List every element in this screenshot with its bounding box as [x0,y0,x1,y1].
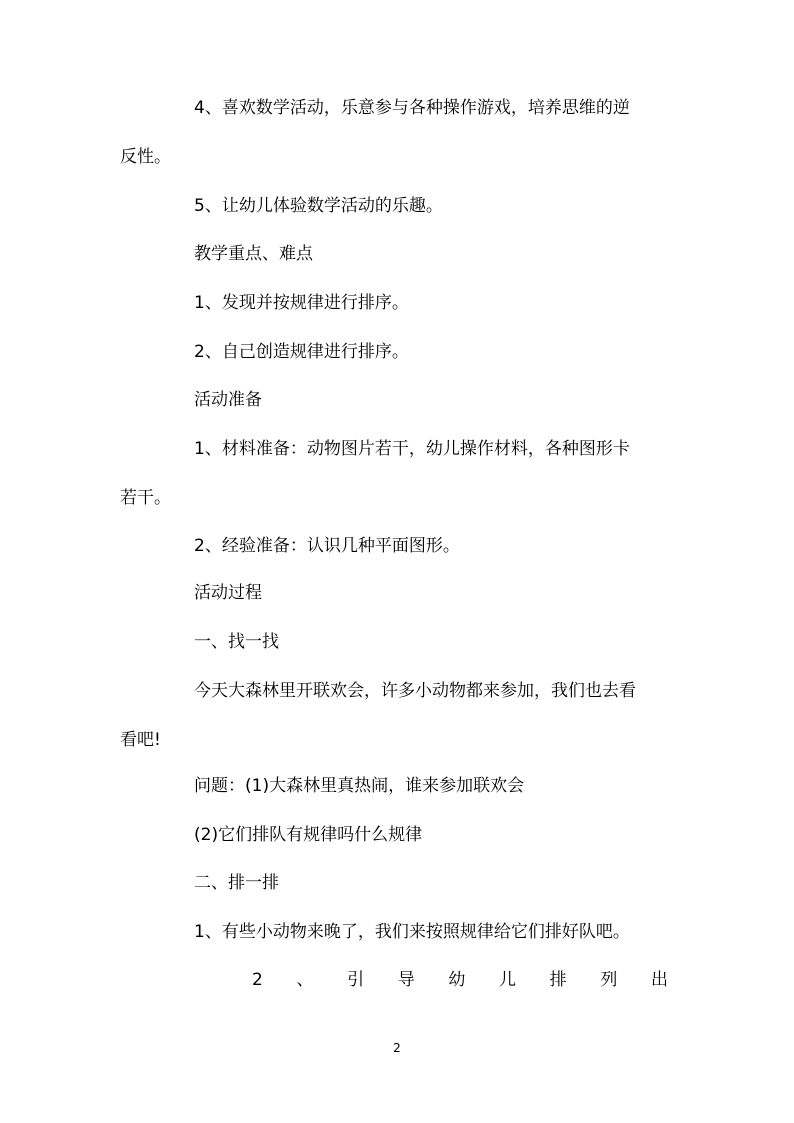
section-heading: 教学重点、难点 [194,244,313,264]
section-heading: 活动准备 [194,390,262,410]
paragraph-line: 若干。 [120,488,171,508]
paragraph-line: 今天大森林里开联欢会，许多小动物都来参加，我们也去看 [194,681,636,701]
paragraph-line: (2)它们排队有规律吗什么规律 [194,825,423,845]
paragraph-line: 2、自己创造规律进行排序。 [194,342,409,362]
paragraph-line: 1、材料准备：动物图片若干，幼儿操作材料，各种图形卡 [194,439,630,459]
justified-char: 列 [600,970,618,990]
justified-char: 幼 [448,970,466,990]
justified-char: 、 [296,970,314,990]
paragraph-line: 问题：(1)大森林里真热闹，谁来参加联欢会 [194,776,525,796]
justified-char: 引 [347,970,365,990]
justified-char: 2 [252,970,263,990]
justified-char: 排 [549,970,567,990]
paragraph-line: 2、经验准备：认识几种平面图形。 [194,536,460,556]
justified-last-line [252,968,668,992]
paragraph-line: 1、有些小动物来晚了，我们来按照规律给它们排好队吧。 [194,922,630,942]
section-heading: 二、排一排 [194,873,279,893]
page-number: 2 [393,1041,401,1055]
section-heading: 活动过程 [194,583,262,603]
justified-char: 出 [650,970,668,990]
section-heading: 一、找一找 [194,632,279,652]
paragraph-line: 4、喜欢数学活动，乐意参与各种操作游戏，培养思维的逆 [194,98,630,118]
justified-char: 儿 [499,970,517,990]
justified-char: 导 [397,970,415,990]
paragraph-line: 1、发现并按规律进行排序。 [194,293,409,313]
paragraph-line: 反性。 [120,147,171,167]
paragraph-line: 看吧! [120,730,161,750]
paragraph-line: 5、让幼儿体验数学活动的乐趣。 [194,196,443,216]
